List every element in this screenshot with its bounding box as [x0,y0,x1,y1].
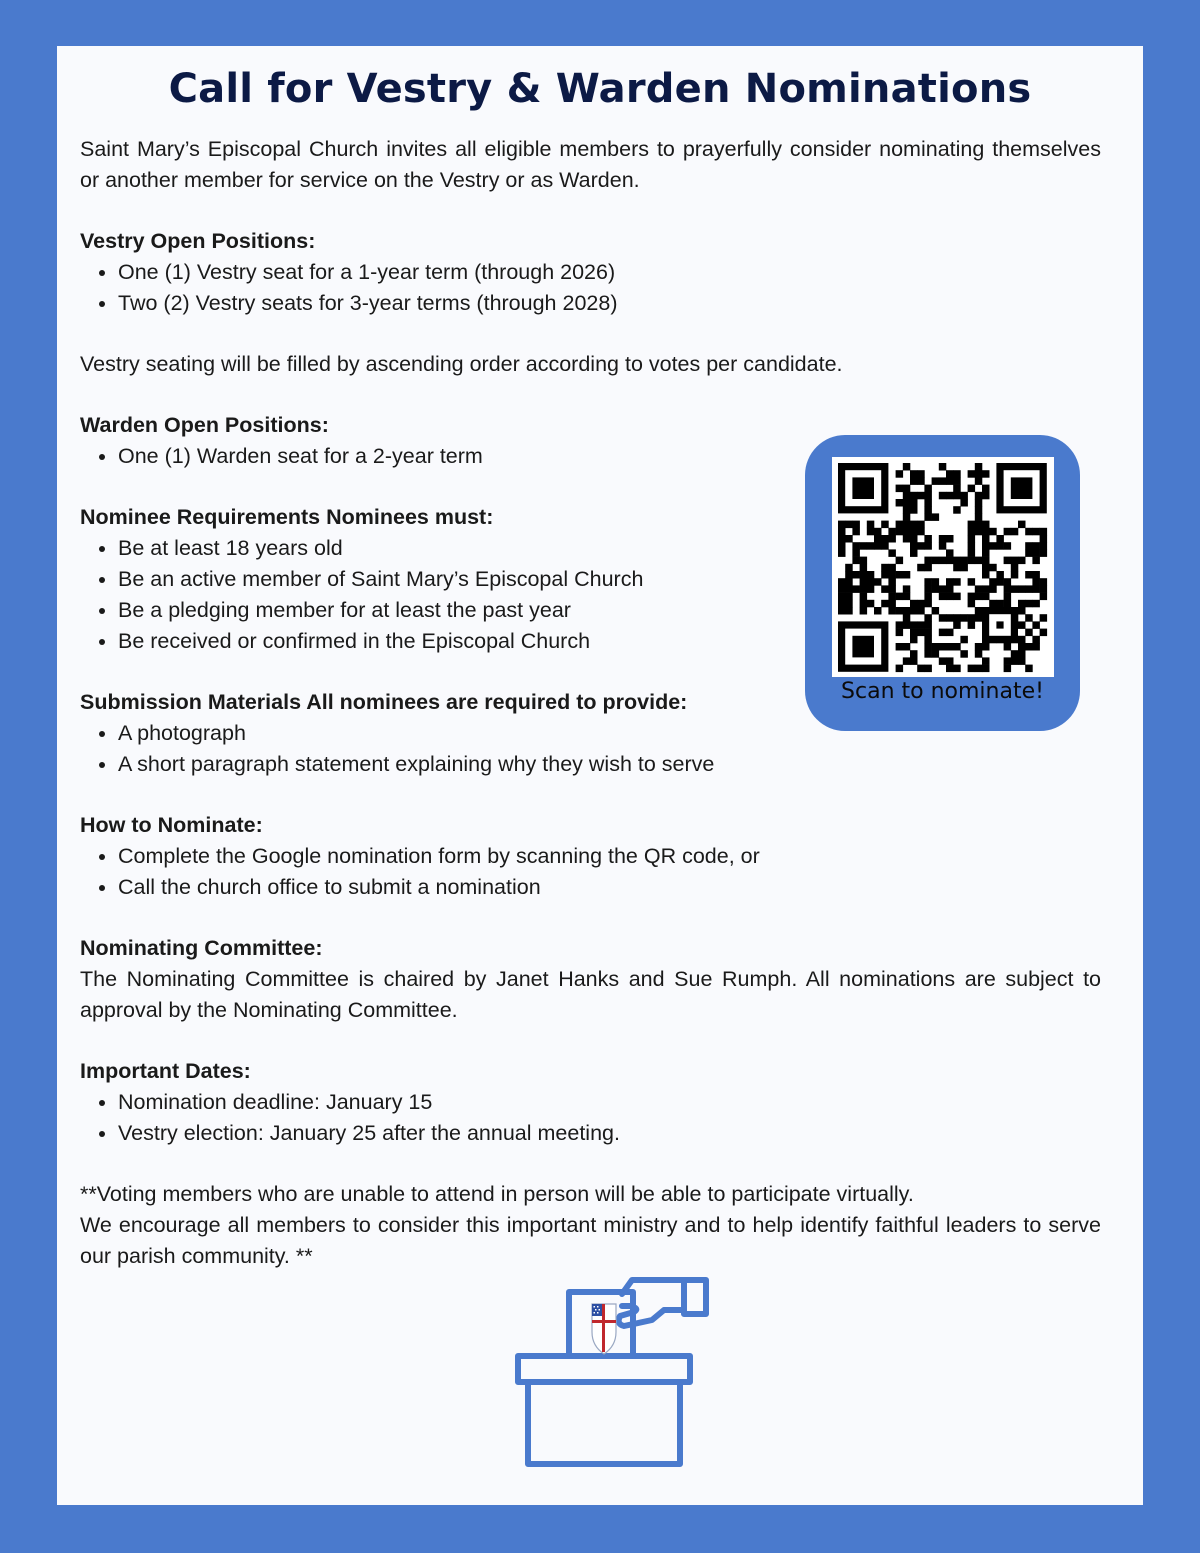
vestry-list [80,257,1101,319]
list-item: • Be an active member of Saint Mary’s Episcopal Church [118,564,1101,595]
vestry-heading: Vestry Open Positions: [80,229,316,253]
list-item: • One (1) Warden seat for a 2-year term [118,441,1101,472]
dates-heading: Important Dates: [80,1059,251,1083]
closing-line-1: **Voting members who are unable to attend in person will be able to participate virtually. [80,1182,914,1206]
list-item: • A short paragraph statement explaining why they wish to serve [118,749,1101,780]
qr-label: Scan to nominate! [841,679,1044,704]
dates-list [80,1087,1101,1149]
list-item: • A photograph [118,718,1101,749]
requirements-heading: Nominee Requirements Nominees must: [80,505,494,529]
list-item: • Call the church office to submit a nomination [118,872,1101,903]
vestry-note: Vestry seating will be filled by ascending order according to votes per candidate. [80,352,843,376]
ballot-box-icon [512,1274,712,1474]
list-item: • One (1) Vestry seat for a 1-year term (through 2026) [118,257,1101,288]
qr-code-icon [832,457,1054,677]
page-title: Call for Vestry & Warden Nominations [168,66,1032,112]
qr-code[interactable] [832,457,1054,677]
episcopal-shield-icon [592,1304,616,1354]
warden-heading: Warden Open Positions: [80,413,329,437]
how-list [80,841,1101,903]
list-item: • Be a pledging member for at least the past year [118,595,1101,626]
list-item: • Two (2) Vestry seats for 3-year terms (through 2028) [118,288,1101,319]
qr-card[interactable] [805,435,1080,731]
how-heading: How to Nominate: [80,813,263,837]
list-item: • Be at least 18 years old [118,533,1101,564]
list-item: • Be received or confirmed in the Episcopal Church [118,626,1101,657]
committee-text: The Nominating Committee is chaired by Janet Hanks and Sue Rumph. All nominations are subject to approval by the Nominating Committee. [80,967,1101,1022]
list-item: • Complete the Google nomination form by scanning the QR code, or [118,841,1101,872]
list-item: • Vestry election: January 25 after the annual meeting. [118,1118,1101,1149]
closing-line-2: We encourage all members to consider this important ministry and to help identify faithful leaders to serve our parish community. ** [80,1213,1101,1268]
intro-paragraph: Saint Mary’s Episcopal Church invites all eligible members to prayerfully consider nominating themselves or another member for service on the Vestry or as Warden. [80,137,1101,192]
flyer-page [57,46,1143,1505]
materials-heading: Submission Materials All nominees are required to provide: [80,690,688,714]
committee-heading: Nominating Committee: [80,936,323,960]
list-item: • Nomination deadline: January 15 [118,1087,1101,1118]
